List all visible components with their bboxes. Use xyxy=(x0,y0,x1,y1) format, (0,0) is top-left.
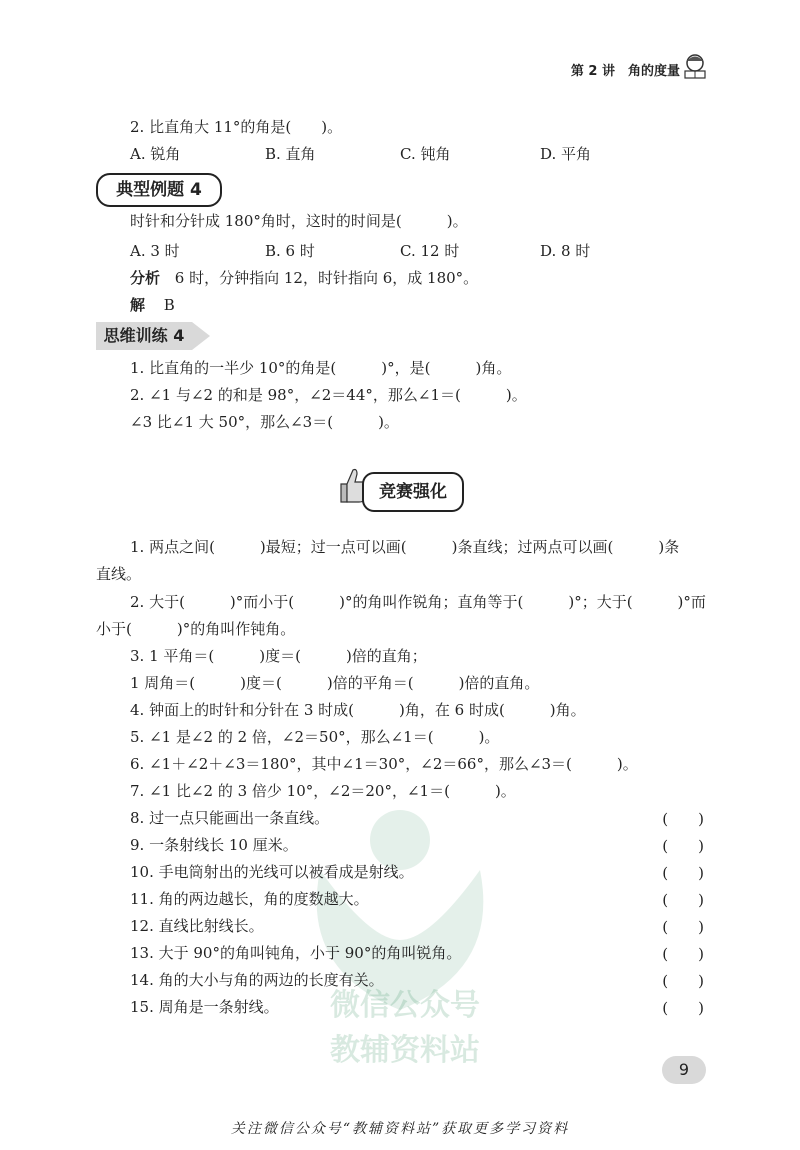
training-badge-arrow xyxy=(192,322,210,350)
judge-13-paren[interactable]: ( ) xyxy=(662,945,704,963)
analysis-text: 6 时，分钟指向 12，时针指向 6，成 180°。 xyxy=(174,269,479,287)
example-option-d: D. 8 时 xyxy=(540,242,591,260)
answer xyxy=(130,295,175,315)
judge-12: 12. 直线比射线长。 xyxy=(130,917,264,935)
option-b: B. 直角 xyxy=(265,145,316,163)
judge-9: 9. 一条射线长 10 厘米。 xyxy=(130,836,298,854)
option-d: D. 平角 xyxy=(540,145,592,163)
comp-line-2: 2. 大于( )°而小于( )°的角叫作锐角；直角等于( )°；大于( )°而 xyxy=(130,593,706,611)
judge-15: 15. 周角是一条射线。 xyxy=(130,998,279,1016)
comp-line-6: 6. ∠1＋∠2＋∠3＝180°，其中∠1＝30°，∠2＝66°，那么∠3＝( )。 xyxy=(130,755,638,773)
watermark-line-2: 教辅资料站 xyxy=(330,1033,480,1068)
judge-8: 8. 过一点只能画出一条直线。 xyxy=(130,809,330,827)
answer-label: 解 xyxy=(130,296,146,314)
judge-8-paren[interactable]: ( ) xyxy=(662,810,704,828)
training-line-2: 2. ∠1 与∠2 的和是 98°，∠2＝44°，那么∠1＝( )。 xyxy=(130,386,527,404)
judge-13: 13. 大于 90°的角叫钝角，小于 90°的角叫锐角。 xyxy=(130,944,462,962)
comp-line-7: 7. ∠1 比∠2 的 3 倍少 10°，∠2＝20°，∠1＝( )。 xyxy=(130,782,516,800)
comp-line-1b: 直线。 xyxy=(96,565,142,583)
judge-9-paren[interactable]: ( ) xyxy=(662,837,704,855)
example-option-c: C. 12 时 xyxy=(400,242,460,260)
analysis-label: 分析 xyxy=(130,269,161,287)
judge-10-paren[interactable]: ( ) xyxy=(662,864,704,882)
comp-line-3: 3. 1 平角＝( )度＝( )倍的直角； xyxy=(130,647,427,665)
training-line-3: ∠3 比∠1 大 50°，那么∠3＝( )。 xyxy=(130,413,399,431)
judge-15-paren[interactable]: ( ) xyxy=(662,999,704,1017)
judge-14: 14. 角的大小与角的两边的长度有关。 xyxy=(130,971,384,989)
analysis xyxy=(130,268,478,288)
comp-line-2b: 小于( )°的角叫作钝角。 xyxy=(96,620,296,638)
judge-11: 11. 角的两边越长，角的度数越大。 xyxy=(130,890,369,908)
comp-line-5: 5. ∠1 是∠2 的 2 倍，∠2＝50°，那么∠1＝( )。 xyxy=(130,728,500,746)
example-option-a: A. 3 时 xyxy=(130,242,180,260)
comp-line-1: 1. 两点之间( )最短；过一点可以画( )条直线；过两点可以画( )条 xyxy=(130,538,680,556)
example-question: 时针和分针成 180°角时，这时的时间是( )。 xyxy=(130,212,468,230)
option-a: A. 锐角 xyxy=(130,145,181,163)
example-option-b: B. 6 时 xyxy=(265,242,315,260)
watermark-line-1: 微信公众号 xyxy=(330,988,480,1023)
training-line-1: 1. 比直角的一半少 10°的角是( )°，是( )角。 xyxy=(130,359,512,377)
judge-12-paren[interactable]: ( ) xyxy=(662,918,704,936)
training-badge: 思维训练 4 xyxy=(96,322,192,350)
example-badge: 典型例题 4 xyxy=(96,173,222,207)
judge-10: 10. 手电筒射出的光线可以被看成是射线。 xyxy=(130,863,414,881)
comp-line-4: 4. 钟面上的时针和分针在 3 时成( )角，在 6 时成( )角。 xyxy=(130,701,586,719)
question-2: 2. 比直角大 11°的角是( )。 xyxy=(130,118,343,136)
competition-badge: 竞赛强化 xyxy=(362,472,464,512)
judge-11-paren[interactable]: ( ) xyxy=(662,891,704,909)
girl-reading-icon xyxy=(682,52,708,80)
page-number: 9 xyxy=(662,1056,706,1084)
footer-note: 关注微信公众号“教辅资料站”获取更多学习资料 xyxy=(230,1121,570,1137)
answer-text: B xyxy=(163,296,175,314)
comp-line-3b: 1 周角＝( )度＝( )倍的平角＝( )倍的直角。 xyxy=(130,674,540,692)
chapter-header: 第 2 讲 角的度量 xyxy=(570,64,680,79)
judge-14-paren[interactable]: ( ) xyxy=(662,972,704,990)
option-c: C. 钝角 xyxy=(400,145,451,163)
